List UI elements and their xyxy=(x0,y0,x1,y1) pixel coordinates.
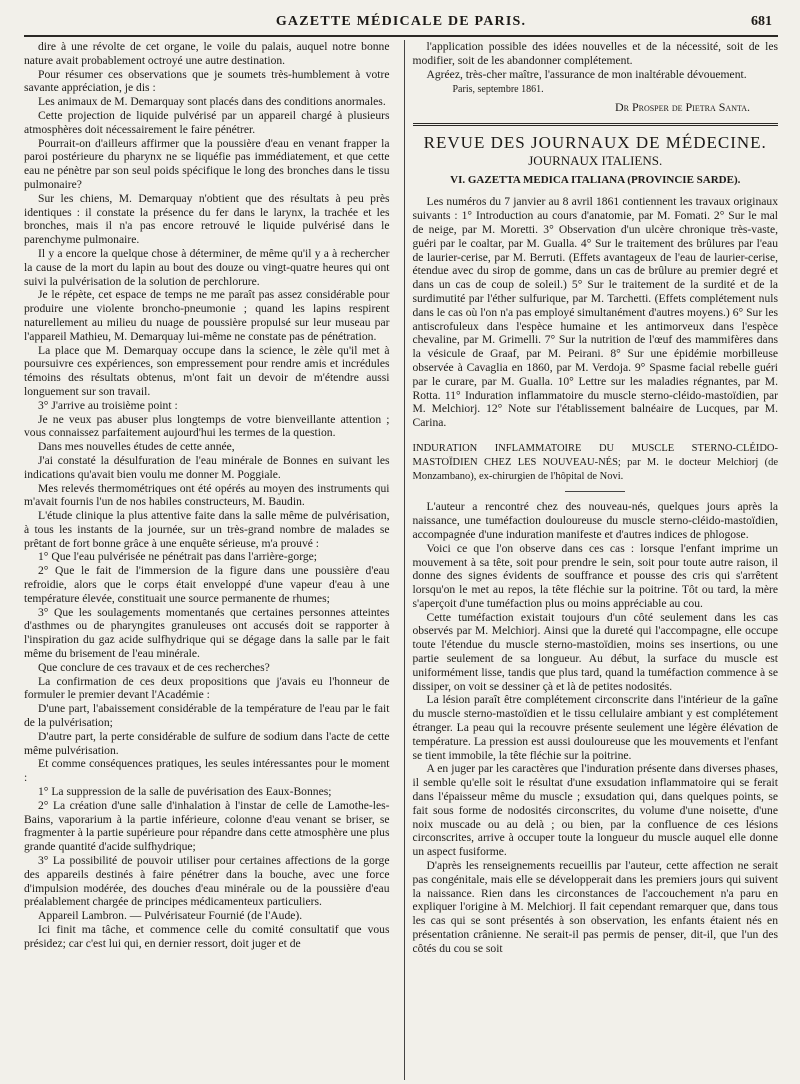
article-paragraph: Voici ce que l'on observe dans ces cas : lorsque l'enfant imprime un mouvement à sa tête, soit pour prendre le sein, soit pour toute autre raison, il donne des signes évidents de souffrance et pousse des cris qui s'arrêtent lorsqu'on le met au repos, la tête fléchie sur la poitrine. Tôt ou tard, la mère s'aperçoit d'une tuméfaction plus ou moins appréciable au cou. xyxy=(412,541,778,610)
paragraph: D'une part, l'abaissement considérable de la température de l'eau par le fait de la pulvérisation; xyxy=(24,702,390,730)
left-column xyxy=(24,40,390,1080)
paragraph: Appareil Lambron. — Pulvérisateur Fournié (de l'Aude). xyxy=(38,909,303,923)
article-paragraph: A en juger par les caractères que l'induration présente dans diverses phases, il semble qu'elle soit le résultat d'une exsudation inflammatoire qui se ferait dans l'épaisseur même du muscle ; exsudation qui, dans quelques points, se fait sous forme de nodosités circonscrites, du volume d'une noisette, d'une noix muscade ou au delà ; ou bien, par la confluence de ces lésions circonscrites, arrive à occuper toute la longueur du muscle auquel elle donne un aspect fusiforme. xyxy=(412,762,778,859)
paragraph: 3° J'arrive au troisième point : xyxy=(38,398,178,412)
letter-signature: Dr Prosper de Pietra Santa. xyxy=(614,100,750,115)
paragraph: Il y a encore la quelque chose à déterminer, de même qu'il y a à rechercher la cause de la mort du lapin au bout des douze ou vingt-quatre heures qui ont suivi la pulvérisation de la solution de perchlorure. xyxy=(24,246,390,288)
paragraph: D'autre part, la perte considérable de sulfure de sodium dans l'acte de cette même pulvérisation. xyxy=(24,729,390,757)
journal-summary: Les numéros du 7 janvier au 8 avril 1861 contiennent les travaux originaux suivants : 1° Introduction au cours d'anatomie, par M. Fomati. 2° Sur le mal de neige, par M. Moretti. 3° Observation d'un ulcère chronique très-vaste, guéri par le coaltar, par M. Gualla. 4° Sur le traitement des brûlures par l'eau de laurier-cerise, par M. Berruti. (Effets avantageux de l'eau de laurier-cerise, étendue avec du sirop de gomme, dans un cas de brûlure au premier degré et dans un cas de coup de soleil.) 5° Sur le traitement de la surdité et de la surdimutité par l'éther sulfurique, par M. Tarchetti. (Effets complétement nuls dans le cas où l'on n'a pas employé simultanément d'autres moyens.) 6° Sur les antiscrofuleux dans l'espèce humaine et les antimorveux dans l'espèce chevaline, par M. Grimelli. 7° Sur la nutrition de l'œuf des mammifères dans la vésicule de Graaf, par M. Peirani. 8° Sur une épidémie morbilleuse observée à Cavaglia en 1860, par M. Verdoja. 9° Spasme facial rebelle guéri par le curare, par M. Gualla. 10° Lettre sur les maladies régnantes, par M. Rotta. 11° Induration inflammatoire du muscle sterno-cléido-mastoïdien, par M. Melchiorj. 12° Note sur l'établissement balnéaire de Lucques, par M. Carina. xyxy=(412,195,778,430)
article-paragraph: L'auteur a rencontré chez des nouveau-nés, quelques jours après la naissance, une tuméfaction douloureuse du muscle sterno-cléido-mastoïdien, accompagnée d'une induration manifeste et d'autres indices de phlogose. xyxy=(412,500,778,541)
paragraph: Que conclure de ces travaux et de ces recherches? xyxy=(38,660,270,674)
paragraph: Je ne veux pas abuser plus longtemps de votre bienveillante attention ; vous connaissez parfaitement aujourd'hui les termes de la question. xyxy=(24,412,390,440)
article-paragraph: D'après les renseignements recueillis par l'auteur, cette affection ne serait pas congénitale, mais elle se développerait dans les premiers jours qui suivent la naissance. Rien dans les circonstances de l'accouchement n'a paru en expliquer l'origine à M. Melchiorj. Il fait cependant remarquer que, dans tous les cas qui se sont présentés à son observation, les enfants étaient nés en présentation crânienne. Ne serait-il pas permis de penser, dit-il, que l'un des côtés du cou se soit xyxy=(412,859,778,955)
article-paragraph: Cette tuméfaction existait toujours d'un côté seulement dans les cas observés par M. Melchiorj. Ainsi que la dureté qui l'accompagne, elle occupe toute l'étendue du muscle sterno-mastoïdien, moins ses insertions, ou une partie seulement de sa longueur. Au début, la surface du muscle est uniformément lisse, tandis que plus tard, quand la tuméfaction commence à se dissiper, on voit se dessiner çà et là de petites nodosités. xyxy=(412,610,778,693)
header-rule xyxy=(24,35,778,37)
paragraph: dire à une révolte de cet organe, le voile du palais, auquel notre bonne nature avait probablement octroyé une autre destination. xyxy=(24,40,390,67)
letter-ending xyxy=(413,40,779,81)
paragraph: Pourrait-on d'ailleurs affirmer que la poussière d'eau en venant frapper la paroi postérieure du pharynx ne se liquéfie pas immédiatement, et que cette eau ne pénètre par son seul poids spécifique le long des bronches dans le tissu pulmonaire? xyxy=(24,136,390,191)
paragraph: Sur les chiens, M. Demarquay n'obtient que des résultats à peu près identiques : il constate la présence du fer dans le larynx, la trachée et les bronches, mais il n'a pas encore retrouvé le liquide pulvérisé dans le parenchyme pulmonaire. xyxy=(24,191,390,247)
paragraph: La confirmation de ces deux propositions que j'avais eu l'honneur de formuler le premier devant l'Académie : xyxy=(24,674,390,702)
paragraph: 2° La création d'une salle d'inhalation à l'instar de celle de Lamothe-les-Bains, vaporarium à la partie inférieure, colonne d'eau venant se briser, se fragmenter à la partie supérieure pour répandre dans cette atmosphère une plus grande quantité d'acide sulfhydrique; xyxy=(24,798,390,854)
paragraph: Et comme conséquences pratiques, les seules intéressantes pour le moment : xyxy=(24,757,390,785)
paragraph: J'ai constaté la désulfuration de l'eau minérale de Bonnes en suivant les indications qu'avait bien voulu me donner M. Poggiale. xyxy=(24,453,390,481)
paragraph: 2° Que le fait de l'immersion de la figure dans une poussière d'eau refroidie, alors que le corps était enveloppé d'une vapeur d'eau à une température élevée, constituait une source permanente de rhumes; xyxy=(24,564,390,605)
section-title: REVUE DES JOURNAUX DE MÉDECINE. xyxy=(423,132,767,152)
paragraph: Ici finit ma tâche, et commence celle du comité consultatif que vous présidez; car c'est lui qui, en dernier ressort, doit juger et de xyxy=(24,923,390,950)
right-column xyxy=(404,40,779,1080)
article-body xyxy=(413,500,779,955)
article-heading-text: INDURATION INFLAMMATOIRE DU MUSCLE STERNO-CLÉIDO-MASTOÏDIEN CHEZ LES NOUVEAU-NÉS; par M. le docteur Melchiorj (de Monzambano), ex-chirurgien de l'hôpital de Novi. xyxy=(412,442,778,482)
paragraph: L'étude clinique la plus attentive faite dans la salle même de pulvérisation, à tous les instants de la journée, sur un très-grand nombre de malades se prêtant de fort bonne grâce à une enquête sérieuse, m'a prouvé : xyxy=(24,509,390,550)
paragraph: l'application possible des idées nouvelles et de la nécessité, soit de les modifier, soit de les abandonner complétement. xyxy=(412,40,778,67)
paragraph: Mes relevés thermométriques ont été opérés au moyen des instruments qui m'avait fournis l'un de nos habiles constructeurs, M. Baudin. xyxy=(24,481,390,509)
paragraph: 3° La possibilité de pouvoir utiliser pour certaines affections de la gorge des appareils destinés à faire pénétrer dans la bouche, avec une force d'impulsion modérée, des douches d'eau minérale ou de la poussière d'eau préalablement chargée de principes médicamenteux particuliers. xyxy=(24,854,390,909)
article-heading xyxy=(413,442,779,483)
columns xyxy=(24,40,778,1080)
paragraph: Je le répète, cet espace de temps ne me paraît pas assez considérable pour produire une violente broncho-pneumonie ; quand les lapins respirent naturellement au milieu du nuage de poussière propulsé sur leur museau par l'appareil Mathieu, M. Demarquay lui-même ne constate pas de pénétration. xyxy=(24,288,390,343)
article-paragraph: La lésion paraît être complétement circonscrite dans l'intérieur de la gaîne du muscle sterno-mastoïdien et le tissu cellulaire ambiant y est complétement étranger. La peau qui la recouvre présente seulement une légère élévation de température. La pression est aussi douloureuse que les mouvements et l'enfant se tient immobile, la tête fléchie sur la poitrine. xyxy=(412,693,778,762)
paragraph: Pour résumer ces observations que je soumets très-humblement à votre savante appréciation, je dis : xyxy=(24,67,390,95)
paragraph: 1° La suppression de la salle de puvérisation des Eaux-Bonnes; xyxy=(38,785,332,799)
paragraph: La place que M. Demarquay occupe dans la science, le zèle qu'il met à poursuivre ces expériences, son empressement pour rendre amis et incrédules témoins des résultats obtenus, m'ont fait un devoir de m'étendre aussi longuement sur son travail. xyxy=(24,343,390,398)
page-header xyxy=(24,0,778,40)
journal-heading: VI. GAZETTA MEDICA ITALIANA (PROVINCIE SARDE). xyxy=(450,173,741,186)
paragraph: 3° Que les soulagements momentanés que certaines personnes atteintes d'asthmes ou de pharyngites granuleuses ont accusés doit se rapporter à l'inspiration du gaz acide sulfhydrique qui se dégage dans la salle par le fait même du brisement de l'eau minérale. xyxy=(24,605,390,661)
paragraph: Dans mes nouvelles études de cette année, xyxy=(38,440,235,454)
letter-date: Paris, septembre 1861. xyxy=(452,84,544,96)
paragraph: Cette projection de liquide pulvérisé par un appareil chargé à plusieurs atmosphères doit nécessairement le faire pénétrer. xyxy=(24,108,390,136)
running-title: GAZETTE MÉDICALE DE PARIS. xyxy=(275,14,527,29)
section-divider xyxy=(413,123,779,126)
page-number: 681 xyxy=(751,14,772,29)
section-subtitle: JOURNAUX ITALIENS. xyxy=(528,152,663,168)
article-rule xyxy=(565,491,625,492)
paragraph: Les animaux de M. Demarquay sont placés dans des conditions anormales. xyxy=(38,95,386,109)
paragraph: Agréez, très-cher maître, l'assurance de mon inaltérable dévouement. xyxy=(426,67,747,81)
paragraph: 1° Que l'eau pulvérisée ne pénétrait pas dans l'arrière-gorge; xyxy=(38,550,318,564)
